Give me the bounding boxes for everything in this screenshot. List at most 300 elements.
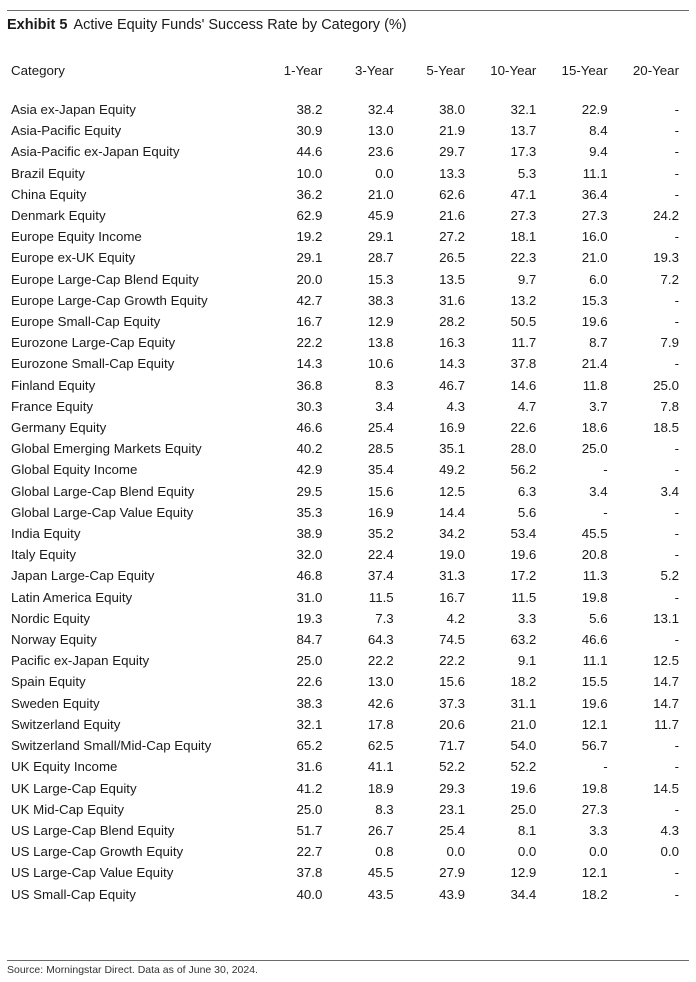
value-cell: 21.6 (439, 208, 466, 224)
value-cell: 38.3 (367, 292, 394, 308)
value-cell: 38.0 (439, 102, 466, 117)
value-cell: - (674, 462, 679, 478)
value-cell: 3.3 (589, 822, 608, 838)
value-cell: 7.2 (660, 271, 679, 287)
value-cell: 12.9 (367, 314, 394, 330)
value-cell: 11.7 (511, 335, 537, 351)
value-cell: 27.3 (510, 208, 537, 224)
table-row (7, 714, 679, 735)
table-row (7, 650, 679, 671)
value-cell: 13.8 (367, 335, 394, 351)
table-row (7, 693, 679, 714)
value-cell: 17.8 (367, 716, 394, 732)
header-row (7, 60, 679, 82)
value-cell: 46.7 (439, 377, 466, 393)
value-cell: 41.2 (296, 780, 323, 796)
value-cell: - (674, 186, 679, 202)
value-cell: 20.8 (581, 547, 608, 563)
table-row (7, 756, 679, 777)
value-cell: 29.3 (439, 780, 466, 796)
value-cell: 25.0 (296, 801, 323, 817)
value-cell: 26.5 (439, 250, 466, 266)
category-cell: US Small-Cap Equity (11, 886, 136, 902)
column-header-category: Category (11, 63, 65, 78)
value-cell: 4.3 (660, 822, 679, 838)
value-cell: 17.2 (510, 568, 537, 584)
value-cell: 25.0 (510, 801, 537, 817)
value-cell: 14.5 (653, 780, 679, 796)
value-cell: 0.0 (446, 844, 466, 860)
category-cell: Global Emerging Markets Equity (11, 441, 202, 457)
value-cell: 35.4 (367, 462, 394, 478)
value-cell: 24.2 (653, 208, 679, 224)
table-row (7, 587, 679, 608)
value-cell: 38.2 (296, 102, 323, 117)
value-cell: - (674, 865, 679, 881)
value-cell: 46.8 (296, 568, 323, 584)
table-row (7, 99, 679, 120)
value-cell: 13.0 (367, 123, 394, 139)
value-cell: 8.7 (589, 335, 608, 351)
column-header-1-year: 1-Year (283, 63, 323, 78)
value-cell: 31.0 (296, 589, 323, 605)
value-cell: 45.5 (581, 526, 608, 542)
value-cell: 49.2 (439, 462, 466, 478)
value-cell: 53.4 (510, 526, 537, 542)
value-cell: - (674, 547, 679, 563)
category-cell: Pacific ex-Japan Equity (11, 653, 150, 669)
value-cell: 9.4 (589, 144, 608, 160)
table-row (7, 884, 679, 905)
value-cell: 12.1 (581, 865, 608, 881)
value-cell: - (674, 229, 679, 245)
value-cell: 47.1 (510, 186, 537, 202)
value-cell: 22.6 (296, 674, 323, 690)
value-cell: 22.2 (439, 653, 466, 669)
value-cell: 35.3 (296, 504, 323, 520)
bottom-rule (7, 960, 689, 961)
value-cell: 29.5 (296, 483, 323, 499)
table-body (7, 82, 679, 905)
value-cell: 25.0 (653, 377, 679, 393)
value-cell: 6.0 (589, 271, 608, 287)
value-cell: 11.8 (582, 377, 608, 393)
value-cell: 19.6 (581, 695, 608, 711)
category-cell: Asia-Pacific ex-Japan Equity (11, 144, 180, 160)
value-cell: 8.3 (375, 801, 394, 817)
value-cell: 15.6 (439, 674, 466, 690)
value-cell: - (674, 738, 679, 754)
value-cell: 25.0 (296, 653, 323, 669)
value-cell: 22.9 (581, 102, 608, 117)
value-cell: 13.0 (367, 674, 394, 690)
value-cell: 18.9 (367, 780, 394, 796)
value-cell: 4.3 (446, 398, 466, 414)
value-cell: 25.4 (439, 822, 466, 838)
value-cell: 35.1 (439, 441, 466, 457)
category-cell: Europe Large-Cap Growth Equity (11, 292, 208, 308)
value-cell: 3.4 (660, 483, 679, 499)
table-row (7, 799, 679, 820)
value-cell: 0.0 (589, 844, 608, 860)
value-cell: 0.0 (517, 844, 537, 860)
value-cell: 10.0 (296, 165, 323, 181)
value-cell: 19.3 (296, 610, 323, 626)
category-cell: Denmark Equity (11, 208, 106, 224)
table-row (7, 311, 679, 332)
category-cell: Nordic Equity (11, 610, 91, 626)
category-cell: Spain Equity (11, 674, 86, 690)
category-cell: Europe ex-UK Equity (11, 250, 136, 266)
value-cell: 20.0 (296, 271, 323, 287)
column-header-10-year: 10-Year (490, 63, 537, 78)
value-cell: 52.2 (510, 759, 537, 775)
value-cell: - (603, 504, 608, 520)
value-cell: 62.6 (439, 186, 466, 202)
column-header-5-year: 5-Year (426, 63, 466, 78)
value-cell: 16.9 (367, 504, 394, 520)
value-cell: 8.4 (589, 123, 608, 139)
value-cell: - (674, 102, 679, 117)
table-row (7, 778, 679, 799)
value-cell: 28.7 (367, 250, 394, 266)
value-cell: 18.6 (581, 420, 608, 436)
value-cell: 11.3 (582, 568, 608, 584)
value-cell: 42.6 (367, 695, 394, 711)
value-cell: 4.7 (517, 398, 537, 414)
category-cell: Finland Equity (11, 377, 96, 393)
value-cell: 13.2 (510, 292, 537, 308)
value-cell: 38.3 (296, 695, 323, 711)
value-cell: 84.7 (296, 632, 323, 648)
success-rate-table (7, 60, 679, 905)
category-cell: US Large-Cap Value Equity (11, 865, 174, 881)
value-cell: 9.1 (517, 653, 537, 669)
table-row (7, 671, 679, 692)
value-cell: 40.0 (296, 886, 323, 902)
value-cell: 28.5 (367, 441, 394, 457)
value-cell: 31.3 (439, 568, 466, 584)
value-cell: 37.3 (439, 695, 466, 711)
value-cell: - (674, 292, 679, 308)
value-cell: 37.8 (296, 865, 323, 881)
value-cell: 62.5 (367, 738, 394, 754)
value-cell: 5.6 (517, 504, 537, 520)
value-cell: 45.9 (367, 208, 394, 224)
column-header-3-year: 3-Year (355, 63, 394, 78)
value-cell: - (674, 504, 679, 520)
category-cell: UK Equity Income (11, 759, 118, 775)
category-cell: UK Mid-Cap Equity (11, 801, 125, 817)
value-cell: 19.8 (581, 780, 608, 796)
value-cell: - (674, 314, 679, 330)
value-cell: 11.1 (582, 653, 608, 669)
exhibit-title (7, 17, 407, 33)
value-cell: 3.3 (517, 610, 537, 626)
category-cell: Eurozone Small-Cap Equity (11, 356, 175, 372)
source-note: Source: Morningstar Direct. Data as of June 30, 2024. (7, 964, 258, 976)
value-cell: 19.8 (581, 589, 608, 605)
table-row (7, 247, 679, 268)
category-cell: Norway Equity (11, 632, 97, 648)
value-cell: 27.3 (581, 801, 608, 817)
value-cell: 16.9 (439, 420, 466, 436)
category-cell: Japan Large-Cap Equity (11, 568, 155, 584)
value-cell: 34.4 (510, 886, 537, 902)
value-cell: 4.2 (446, 610, 466, 626)
value-cell: 44.6 (296, 144, 323, 160)
value-cell: 13.3 (439, 165, 466, 181)
value-cell: 52.2 (439, 759, 466, 775)
value-cell: 11.7 (654, 716, 679, 732)
table-row (7, 120, 679, 141)
value-cell: 37.4 (367, 568, 394, 584)
value-cell: 32.1 (296, 716, 323, 732)
table-row (7, 629, 679, 650)
exhibit-title-text: Active Equity Funds' Success Rate by Category (%) (73, 17, 407, 33)
value-cell: - (674, 801, 679, 817)
value-cell: 0.8 (375, 844, 394, 860)
value-cell: 18.2 (510, 674, 537, 690)
value-cell: 42.7 (296, 292, 323, 308)
value-cell: - (674, 526, 679, 542)
value-cell: 11.5 (368, 589, 394, 605)
value-cell: 46.6 (296, 420, 323, 436)
top-rule (7, 10, 689, 11)
category-cell: Germany Equity (11, 420, 107, 436)
value-cell: 14.4 (439, 504, 466, 520)
value-cell: 35.2 (367, 526, 394, 542)
category-cell: Brazil Equity (11, 165, 85, 181)
value-cell: 36.2 (296, 186, 323, 202)
value-cell: 11.1 (582, 165, 608, 181)
value-cell: 23.1 (439, 801, 466, 817)
value-cell: 30.9 (296, 123, 323, 139)
value-cell: 3.4 (375, 398, 394, 414)
value-cell: 3.7 (589, 398, 608, 414)
value-cell: 15.3 (367, 271, 394, 287)
category-cell: Switzerland Small/Mid-Cap Equity (11, 738, 212, 754)
category-cell: Sweden Equity (11, 695, 100, 711)
value-cell: 13.5 (439, 271, 466, 287)
value-cell: 7.9 (660, 335, 679, 351)
value-cell: 22.2 (296, 335, 323, 351)
value-cell: 22.4 (367, 547, 394, 563)
value-cell: 22.2 (367, 653, 394, 669)
value-cell: 25.4 (367, 420, 394, 436)
category-cell: Europe Equity Income (11, 229, 142, 245)
value-cell: 25.0 (581, 441, 608, 457)
value-cell: 19.2 (296, 229, 323, 245)
value-cell: - (674, 144, 679, 160)
table-row (7, 163, 679, 184)
category-cell: Latin America Equity (11, 589, 133, 605)
value-cell: 13.7 (510, 123, 537, 139)
table-row (7, 523, 679, 544)
value-cell: - (674, 759, 679, 775)
value-cell: 31.6 (296, 759, 323, 775)
value-cell: 0.0 (660, 844, 679, 860)
table-row (7, 396, 679, 417)
table-row (7, 841, 679, 862)
category-cell: Eurozone Large-Cap Equity (11, 335, 176, 351)
table-row (7, 820, 679, 841)
value-cell: 13.1 (653, 610, 679, 626)
value-cell: 31.1 (510, 695, 537, 711)
value-cell: 7.3 (375, 610, 394, 626)
category-cell: Global Large-Cap Value Equity (11, 504, 194, 520)
value-cell: 51.7 (296, 822, 323, 838)
table-row (7, 862, 679, 883)
category-cell: Global Large-Cap Blend Equity (11, 483, 195, 499)
table-row (7, 417, 679, 438)
value-cell: 32.4 (367, 102, 394, 117)
value-cell: - (674, 123, 679, 139)
value-cell: 0.0 (375, 165, 394, 181)
category-cell: UK Large-Cap Equity (11, 780, 137, 796)
value-cell: 19.0 (439, 547, 466, 563)
value-cell: 14.7 (653, 695, 679, 711)
value-cell: 36.8 (296, 377, 323, 393)
value-cell: 12.5 (439, 483, 466, 499)
value-cell: 56.2 (510, 462, 537, 478)
table-row (7, 332, 679, 353)
value-cell: 27.9 (439, 865, 466, 881)
table-row (7, 269, 679, 290)
value-cell: 43.9 (439, 886, 466, 902)
value-cell: 16.3 (439, 335, 466, 351)
value-cell: 22.6 (510, 420, 537, 436)
value-cell: 65.2 (296, 738, 323, 754)
table-row (7, 502, 679, 523)
value-cell: 19.6 (581, 314, 608, 330)
value-cell: - (674, 441, 679, 457)
value-cell: 29.1 (367, 229, 394, 245)
value-cell: 15.3 (581, 292, 608, 308)
value-cell: 28.0 (510, 441, 537, 457)
value-cell: 22.7 (296, 844, 323, 860)
value-cell: 31.6 (439, 292, 466, 308)
column-header-15-year: 15-Year (561, 63, 608, 78)
category-cell: China Equity (11, 186, 87, 202)
value-cell: 3.4 (589, 483, 608, 499)
value-cell: 50.5 (510, 314, 537, 330)
value-cell: 6.3 (517, 483, 537, 499)
value-cell: 19.6 (510, 780, 537, 796)
value-cell: 12.1 (581, 716, 608, 732)
value-cell: 21.0 (367, 186, 394, 202)
category-cell: France Equity (11, 398, 94, 414)
value-cell: 42.9 (296, 462, 323, 478)
value-cell: - (603, 759, 608, 775)
value-cell: 30.3 (296, 398, 323, 414)
table-row (7, 735, 679, 756)
table-row (7, 290, 679, 311)
table-row (7, 481, 679, 502)
value-cell: 16.7 (439, 589, 466, 605)
table-row (7, 141, 679, 162)
value-cell: 63.2 (510, 632, 537, 648)
column-header-20-year: 20-Year (632, 63, 679, 78)
value-cell: 15.6 (367, 483, 394, 499)
value-cell: 56.7 (581, 738, 608, 754)
table-row (7, 438, 679, 459)
value-cell: 32.1 (510, 102, 537, 117)
category-cell: US Large-Cap Blend Equity (11, 822, 175, 838)
value-cell: 20.6 (439, 716, 466, 732)
value-cell: 62.9 (296, 208, 323, 224)
value-cell: 8.3 (375, 377, 394, 393)
value-cell: 5.3 (517, 165, 537, 181)
value-cell: 11.5 (511, 589, 537, 605)
value-cell: 29.1 (296, 250, 323, 266)
value-cell: 21.0 (581, 250, 608, 266)
value-cell: 10.6 (367, 356, 394, 372)
category-cell: Global Equity Income (11, 462, 138, 478)
value-cell: - (674, 886, 679, 902)
table-row (7, 226, 679, 247)
category-cell: US Large-Cap Growth Equity (11, 844, 184, 860)
table-row (7, 459, 679, 480)
value-cell: 21.9 (439, 123, 466, 139)
value-cell: 28.2 (439, 314, 466, 330)
category-cell: India Equity (11, 526, 81, 542)
table-row (7, 184, 679, 205)
value-cell: 26.7 (367, 822, 394, 838)
table-row (7, 565, 679, 586)
value-cell: 46.6 (581, 632, 608, 648)
category-cell: Asia-Pacific Equity (11, 123, 122, 139)
value-cell: 23.6 (367, 144, 394, 160)
value-cell: 43.5 (367, 886, 394, 902)
value-cell: - (603, 462, 608, 478)
category-cell: Europe Small-Cap Equity (11, 314, 161, 330)
category-cell: Switzerland Equity (11, 716, 121, 732)
value-cell: 19.3 (653, 250, 679, 266)
value-cell: 29.7 (439, 144, 466, 160)
value-cell: 40.2 (296, 441, 323, 457)
value-cell: 18.5 (653, 420, 679, 436)
header-spacer (7, 82, 679, 99)
value-cell: 45.5 (367, 865, 394, 881)
value-cell: 64.3 (367, 632, 394, 648)
value-cell: 15.5 (581, 674, 608, 690)
value-cell: 27.3 (581, 208, 608, 224)
table-row (7, 375, 679, 396)
value-cell: 71.7 (439, 738, 466, 754)
table-row (7, 353, 679, 374)
value-cell: 12.9 (510, 865, 537, 881)
value-cell: - (674, 165, 679, 181)
value-cell: 22.3 (510, 250, 537, 266)
value-cell: 7.8 (660, 398, 679, 414)
value-cell: 14.6 (510, 377, 537, 393)
value-cell: 32.0 (296, 547, 323, 563)
category-cell: Europe Large-Cap Blend Equity (11, 271, 199, 287)
value-cell: 41.1 (367, 759, 394, 775)
value-cell: 34.2 (439, 526, 466, 542)
category-cell: Italy Equity (11, 547, 77, 563)
value-cell: 54.0 (510, 738, 537, 754)
value-cell: 14.3 (296, 356, 323, 372)
header-spacer-cell (7, 82, 679, 99)
value-cell: 21.4 (581, 356, 608, 372)
value-cell: 8.1 (517, 822, 537, 838)
table-row (7, 205, 679, 226)
value-cell: 5.2 (660, 568, 679, 584)
table-row (7, 544, 679, 565)
category-cell: Asia ex-Japan Equity (11, 102, 136, 117)
